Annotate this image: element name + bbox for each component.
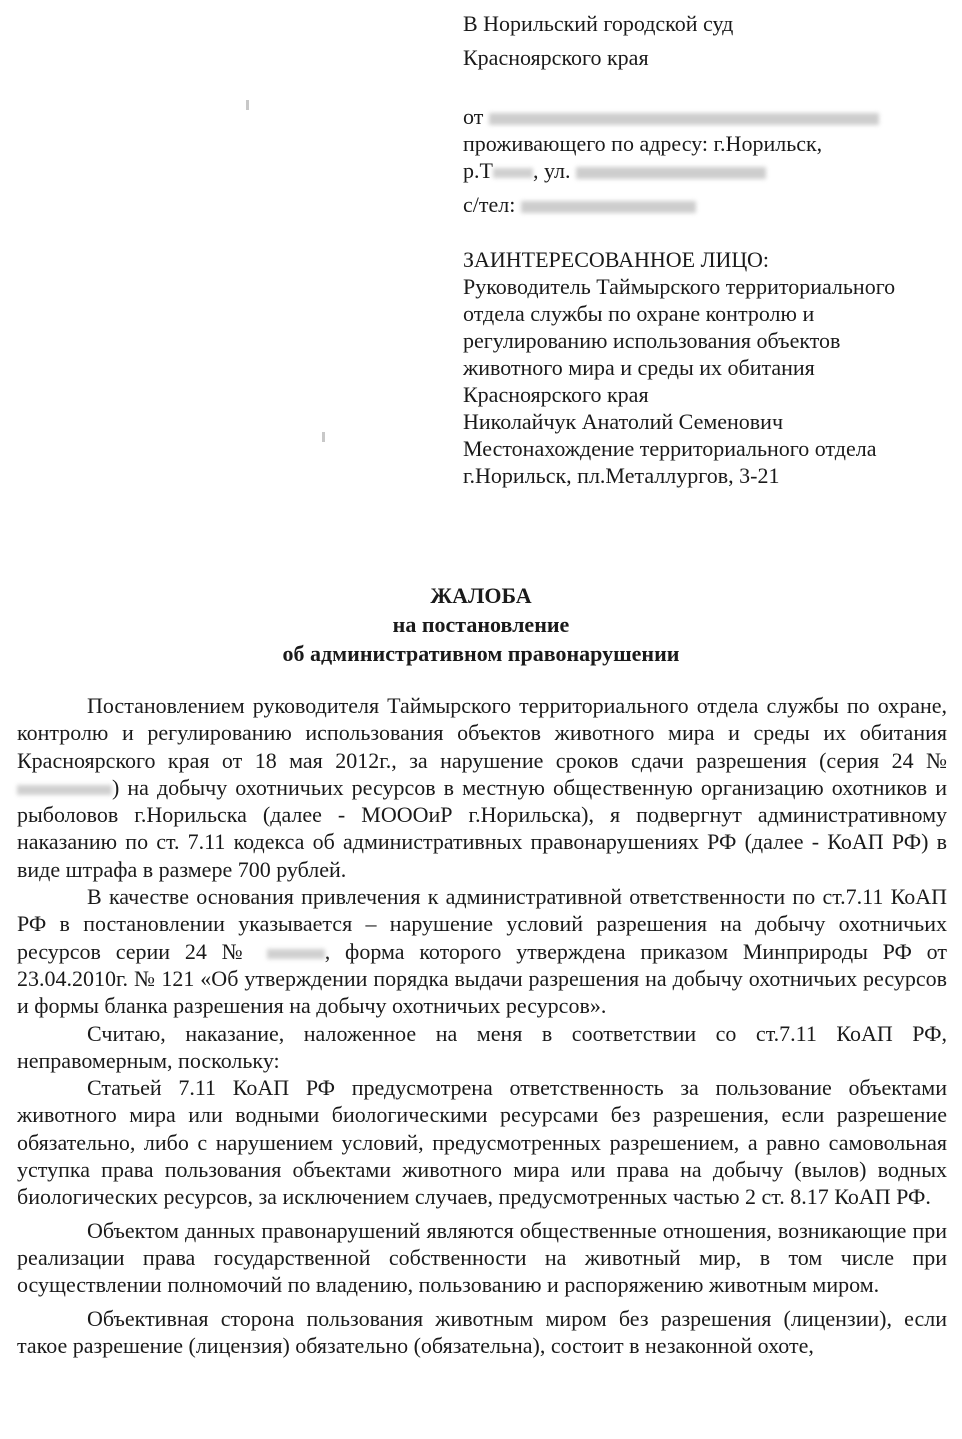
complaint-body [17, 692, 947, 1359]
document-subtitle-2: об административном правонарушении [282, 641, 680, 666]
sender-line [463, 103, 953, 130]
interested-line: Красноярского края [463, 382, 649, 407]
paragraph-1-part-b: ) на добычу охотничьих ресурсов в местную общественную организацию охотников и рыболовов г.Норильска (далее - МОООиР г.Норильска), я подвергнут административному наказанию по ст. 7.11 кодекса об административных правонарушениях РФ (далее - КоАП РФ) в виде штрафа в размере 700 рублей. [17, 774, 947, 882]
document-title: ЖАЛОБА [430, 583, 532, 608]
interested-line: г.Норильск, пл.Металлургов, 3-21 [463, 463, 780, 488]
redacted-name [489, 113, 879, 125]
district-prefix: р.Т [463, 158, 493, 183]
interested-line: Местонахождение территориального отдела [463, 436, 877, 461]
paragraph-5: Объектом данных правонарушений являются общественные отношения, возникающие при реализации права государственной собственности на животный мир, в том числе при осуществлении полномочий по владению, пользованию и распоряжению животным миром. [17, 1217, 947, 1298]
paragraph-1-part-a: Постановлением руководителя Таймырского территориального отдела службы по охране, контролю и регулированию использования объектов животного мира и среды их обитания Красноярского края от 18 мая 2012г., за нарушение сроков сдачи разрешения (серия 24 № [17, 693, 947, 773]
phone-line [463, 191, 953, 218]
paragraph-6: Объективная сторона пользования животным миром без разрешения (лицензии), если такое разрешение (лицензия) обязательно (обязательна), состоит в незаконной охоте, [17, 1305, 947, 1358]
paragraph-2-part-a: В качестве основания привлечения к административной ответственности по ст.7.11 КоАП РФ в постановлении указывается – нарушение условий разрешения на добычу охотничьих ресурсов серии 24 № [17, 884, 947, 964]
redacted-street [576, 167, 766, 179]
redacted-district [493, 168, 533, 178]
court-line-1: В Норильский городской суд [463, 11, 734, 36]
court-line-2: Красноярского края [463, 45, 649, 70]
paragraph-2 [17, 883, 947, 1019]
paragraph-3: Считаю, наказание, наложенное на меня в соответствии со ст.7.11 КоАП РФ, неправомерным, поскольку: [17, 1020, 947, 1073]
interested-heading: ЗАИНТЕРЕСОВАННОЕ ЛИЦО: [463, 247, 769, 272]
paragraph-1 [17, 692, 947, 883]
redacted-phone [521, 201, 696, 213]
interested-line: отдела службы по охране контролю и [463, 301, 815, 326]
paragraph-2-part-b: , форма которого утверждена приказом Минприроды РФ от 23.04.2010г. № 121 «Об утверждении порядка выдачи разрешения на добычу охотничьих ресурсов и формы бланка разрешения на добычу охотничьих ресурсов». [17, 938, 947, 1019]
scan-speck [322, 432, 325, 442]
redacted-permit-number [267, 949, 325, 959]
phone-label: с/тел: [463, 192, 516, 217]
scan-speck [246, 100, 249, 110]
residence-line: проживающего по адресу: г.Норильск, [463, 131, 823, 156]
from-label: от [463, 104, 484, 129]
interested-line: регулированию использования объектов [463, 328, 841, 353]
addressee-block [463, 10, 953, 489]
interested-line: Руководитель Таймырского территориального [463, 274, 896, 299]
street-prefix: , ул. [532, 158, 571, 183]
document-subtitle-1: на постановление [392, 612, 570, 637]
interested-line: животного мира и среды их обитания [463, 355, 815, 380]
redacted-permit-number [17, 785, 112, 795]
paragraph-4: Статьей 7.11 КоАП РФ предусмотрена ответственность за пользование объектами животного мира или водными биологическими ресурсами без разрешения, если разрешение обязательно, либо с нарушением условий, предусмотренных разрешением, а равно самовольная уступка права пользования объектами животного мира или права на добычу (вылов) водных биологических ресурсов, за исключением случаев, предусмотренных частью 2 ст. 8.17 КоАП РФ. [17, 1075, 947, 1210]
district-street-line [463, 157, 953, 184]
interested-line: Николайчук Анатолий Семенович [463, 409, 784, 434]
